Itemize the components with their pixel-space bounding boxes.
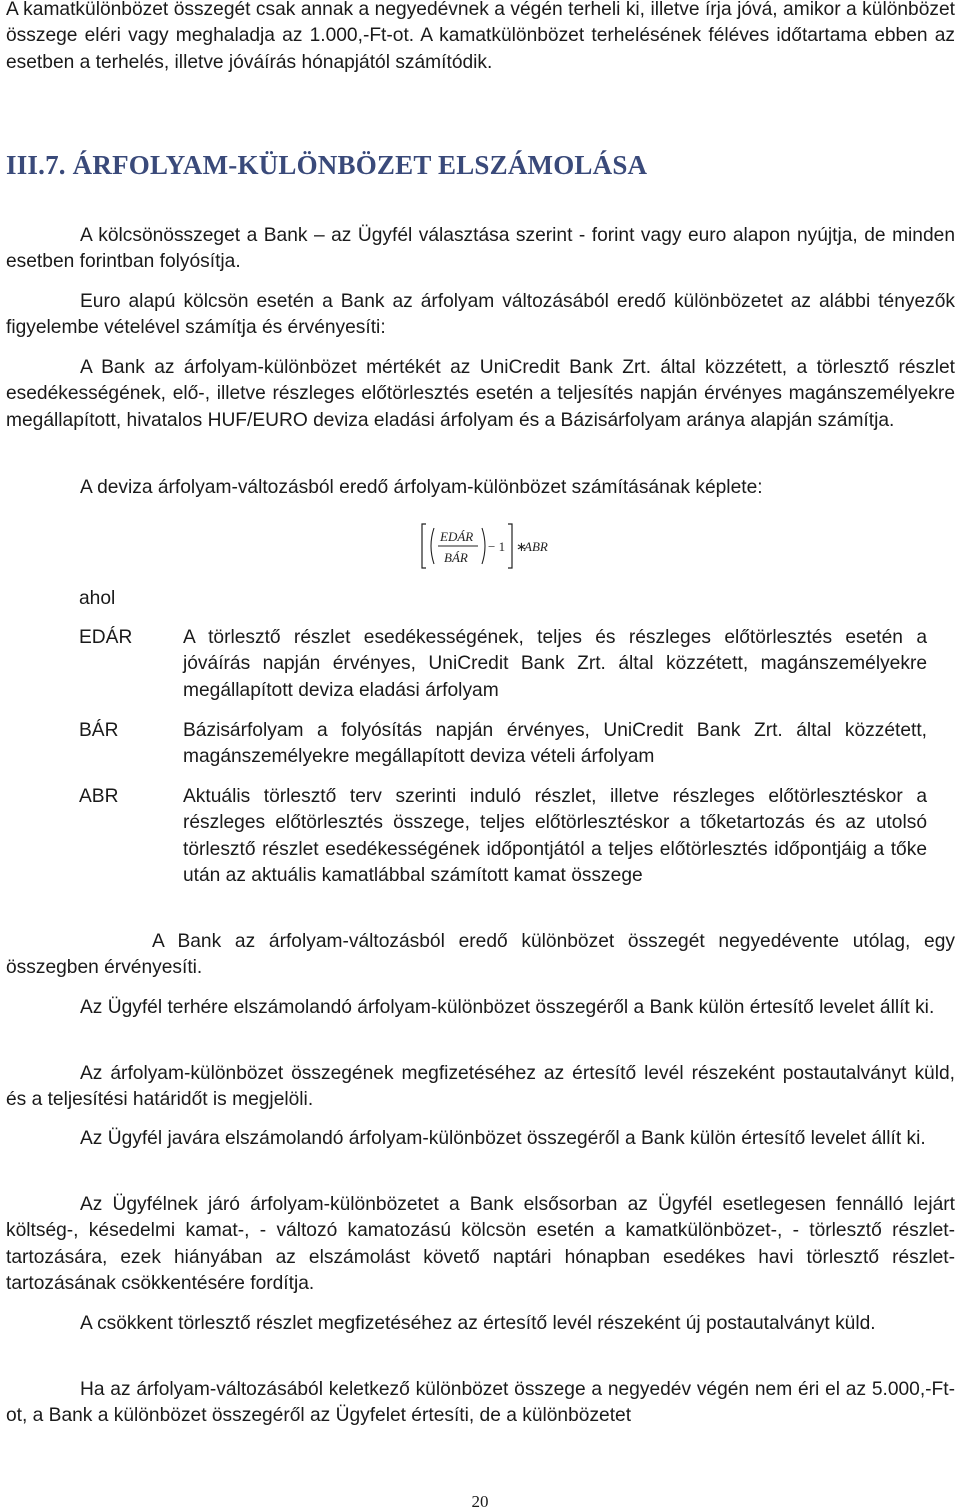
definition-text-edar: A törlesztő részlet esedékességének, teljes és részleges előtörlesztés esetén a jóváírás napján érvényes, UniCredit Bank Zrt. által közzétett, magánszemélyekre megállapított deviza eladási árfolyam bbox=[183, 627, 927, 701]
formula-factor: ABR bbox=[524, 539, 548, 554]
formula-denominator: BÁR bbox=[444, 550, 468, 565]
paragraph-reduced-installment: A csökkent törlesztő részlet megfizetéséhez az értesítő levél részeként új postautalványt küld. bbox=[80, 1313, 876, 1334]
definition-term-bar: BÁR bbox=[79, 720, 119, 741]
page-number: 20 bbox=[471, 1492, 489, 1511]
exchange-difference-formula bbox=[420, 522, 560, 570]
paragraph-client-debit-notice: Az Ügyfél terhére elszámolandó árfolyam-különbözet összegéről a Bank külön értesítő levelet állít ki. bbox=[80, 997, 935, 1018]
paragraph-quarterly-enforcement: A Bank az árfolyam-változásból eredő különbözet összegét negyedévente utólag, egy összegben érvényesíti. bbox=[6, 931, 955, 979]
paragraph-euro-based-loan: Euro alapú kölcsön esetén a Bank az árfolyam változásából eredő különbözetet az alábbi tényezők figyelembe vételével számítja és érvényesíti: bbox=[6, 291, 955, 339]
paragraph-exchange-difference-rate: A Bank az árfolyam-különbözet mértékét az UniCredit Bank Zrt. által közzétett, a törlesztő részlet esedékességének, elő-, illetve részleges előtörlesztés esetén a teljesítés napján érvényes magánszemélyekre megállapított, hivatalos HUF/EURO deviza eladási árfolyam és a Bázisárfolyam aránya alapján számítja. bbox=[6, 357, 955, 431]
paragraph-client-credit-notice: Az Ügyfél javára elszámolandó árfolyam-különbözet összegéről a Bank külön értesítő levelet állít ki. bbox=[80, 1128, 926, 1149]
formula-minus-one: − 1 bbox=[488, 539, 506, 554]
definition-term-edar: EDÁR bbox=[79, 627, 133, 648]
paragraph-credit-application: Az Ügyfélnek járó árfolyam-különbözetet a Bank elsősorban az Ügyfél esetlegesen fennálló lejárt költség-, késedelmi kamat-, - változó kamatozású kölcsön esetén a kamatkülönbözet-, - törlesztő részlet-tartozására, ezek hiányában az elszámolást követő naptári hónapban esedékes havi törlesztő részlet-tartozásának csökkentésére fordítja. bbox=[6, 1194, 955, 1294]
paragraph-top-continuation: A kamatkülönbözet összegét csak annak a negyedévnek a végén terheli ki, illetve írja jóvá, amikor a különbözet összege eléri vagy meghaladja az 1.000,-Ft-ot. A kamatkülönbözet terhelésének féléves időtartama ebben az esetben a terhelés, illetve jóváírás hónapjától számítódik. bbox=[6, 0, 955, 73]
definition-text-abr: Aktuális törlesztő terv szerinti induló részlet, illetve részleges előtörlesztéskor a részleges előtörlesztés összege, teljes előtörlesztéskor a tőketartozás és az utolsó törlesztő részlet esedékességének időpontjától a teljes előtörlesztés időpontjáig a tőke után az aktuális kamatlábbal számított kamat összege bbox=[183, 786, 927, 886]
paragraph-formula-intro: A deviza árfolyam-változásból eredő árfolyam-különbözet számításának képlete: bbox=[80, 477, 763, 498]
paragraph-threshold-notice: Ha az árfolyam-változásából keletkező különbözet összege a negyedév végén nem éri el az 5.000,-Ft-ot, a Bank a különbözet összegéről az Ügyfelet értesíti, de a különbözetet bbox=[6, 1379, 955, 1427]
section-heading: III.7. ÁRFOLYAM-KÜLÖNBÖZET ELSZÁMOLÁSA bbox=[6, 150, 648, 180]
paragraph-loan-amount: A kölcsönösszeget a Bank – az Ügyfél választása szerint - forint vagy euro alapon nyújtja, de minden esetben forintban folyósítja. bbox=[6, 225, 955, 273]
where-label: ahol bbox=[79, 588, 116, 609]
formula-times: ∗ bbox=[516, 539, 527, 554]
definition-term-abr: ABR bbox=[79, 786, 119, 807]
paragraph-postal-order: Az árfolyam-különbözet összegének megfizetéséhez az értesítő levél részeként postautalványt küld, és a teljesítési határidőt is megjelöli. bbox=[6, 1063, 955, 1111]
definition-text-bar: Bázisárfolyam a folyósítás napján érvényes, UniCredit Bank Zrt. által közzétett, magánszemélyekre megállapított deviza vételi árfolyam bbox=[183, 720, 927, 768]
formula-numerator: EDÁR bbox=[440, 529, 474, 544]
